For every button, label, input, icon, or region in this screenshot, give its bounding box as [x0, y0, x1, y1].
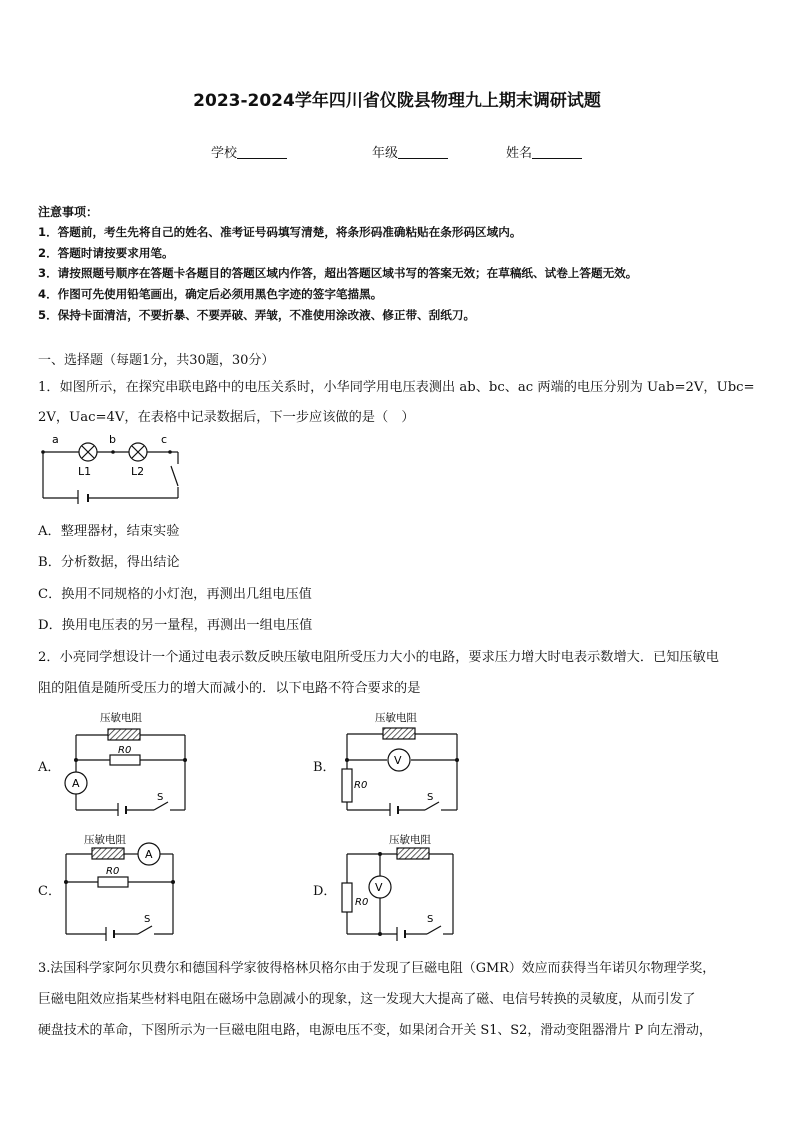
section-heading: 一、选择题（每题1分，共30题，30分） — [38, 353, 275, 368]
grade-label: 年级 — [372, 146, 399, 161]
r0-label: R0 — [118, 745, 132, 756]
name-blank[interactable] — [532, 145, 582, 159]
label-c: c — [161, 433, 168, 446]
q1-option-b[interactable]: B．分析数据，得出结论 — [38, 555, 180, 570]
school-field[interactable] — [211, 142, 287, 161]
q2-stem-line2: 阻的阻值是随所受压力的增大而减小的．以下电路不符合要求的是 — [38, 681, 421, 696]
q1-option-c[interactable]: C．换用不同规格的小灯泡，再测出几组电压值 — [38, 587, 312, 602]
switch-label: S — [157, 792, 164, 803]
q1-stem-line1: 1．如图所示，在探究串联电路中的电压关系时，小华同学用电压表测出 ab、bc、ac 两端的电压分别为 Uab=2V，Ubc= — [38, 380, 755, 395]
q2-option-b-label[interactable]: B． — [313, 760, 336, 775]
q2-circuit-b[interactable] — [335, 710, 465, 816]
pressure-resistor-label: 压敏电阻 — [389, 834, 431, 846]
note-item: 5．保持卡面清洁，不要折暴、不要弄破、弄皱，不准使用涂改液、修正带、刮纸刀。 — [38, 308, 476, 322]
label-b: b — [109, 433, 116, 446]
q3-stem-line2: 巨磁电阻效应指某些材料电阻在磁场中急剧减小的现象，这一发现大大提高了磁、电信号转换的灵敏度，从而引发了 — [38, 992, 696, 1007]
r0-label: R0 — [106, 866, 120, 877]
q3-stem-line3: 硬盘技术的革命，下图所示为一巨磁电阻电路，电源电压不变，如果闭合开关 S1、S2，滑动变阻器滑片 P 向左滑动， — [38, 1023, 712, 1038]
label-l2: L2 — [131, 465, 145, 478]
q2-circuit-d[interactable] — [335, 832, 465, 942]
switch-label: S — [427, 792, 434, 803]
name-label: 姓名 — [506, 146, 533, 161]
ammeter-label: A — [72, 777, 80, 790]
switch-label: S — [427, 914, 434, 925]
q1-circuit-figure — [38, 432, 188, 504]
page-title: 2023-2024学年四川省仪陇县物理九上期末调研试题 — [193, 91, 601, 111]
switch-label: S — [144, 914, 151, 925]
notes-heading: 注意事项： — [38, 205, 99, 219]
pressure-resistor-label: 压敏电阻 — [375, 712, 417, 724]
ammeter-label: A — [145, 848, 153, 861]
note-item: 1．答题前，考生先将自己的姓名、准考证号码填写清楚，将条形码准确粘贴在条形码区域内。 — [38, 225, 522, 239]
school-blank[interactable] — [237, 145, 287, 159]
node-a — [41, 450, 45, 454]
q1-stem-line2: 2V，Uac=4V，在表格中记录数据后，下一步应该做的是（ ） — [38, 410, 415, 425]
grade-blank[interactable] — [398, 145, 448, 159]
q2-stem-line1: 2．小亮同学想设计一个通过电表示数反映压敏电阻所受压力大小的电路，要求压力增大时电表示数增大．已知压敏电 — [38, 650, 719, 665]
note-item: 4．作图可先使用铅笔画出，确定后必须用黑色字迹的签字笔描黑。 — [38, 287, 383, 301]
q2-circuit-c[interactable] — [60, 832, 185, 942]
label-l1: L1 — [78, 465, 92, 478]
note-item: 2．答题时请按要求用笔。 — [38, 246, 174, 260]
grade-field[interactable] — [372, 142, 448, 161]
school-label: 学校 — [211, 146, 238, 161]
q1-option-d[interactable]: D．换用电压表的另一量程，再测出一组电压值 — [38, 618, 313, 633]
r0-label: R0 — [354, 780, 368, 791]
q2-option-c-label[interactable]: C． — [38, 884, 61, 899]
q2-option-d-label[interactable]: D． — [313, 884, 337, 899]
label-a: a — [52, 433, 59, 446]
note-item: 3．请按照题号顺序在答题卡各题目的答题区域内作答，超出答题区域书写的答案无效；在草稿纸、试卷上答题无效。 — [38, 266, 638, 280]
q3-stem-line1: 3.法国科学家阿尔贝费尔和德国科学家彼得格林贝格尔由于发现了巨磁电阻（GMR）效应而获得当年诺贝尔物理学奖， — [38, 961, 716, 976]
pressure-resistor-label: 压敏电阻 — [84, 834, 126, 846]
q2-circuit-a[interactable] — [60, 710, 195, 816]
r0-label: R0 — [355, 897, 369, 908]
q2-option-a-label[interactable]: A． — [38, 760, 61, 775]
name-field[interactable] — [506, 142, 582, 161]
pressure-resistor-label: 压敏电阻 — [100, 712, 142, 724]
voltmeter-label: V — [394, 754, 402, 767]
q1-option-a[interactable]: A．整理器材，结束实验 — [38, 524, 180, 539]
voltmeter-label: V — [375, 881, 383, 894]
